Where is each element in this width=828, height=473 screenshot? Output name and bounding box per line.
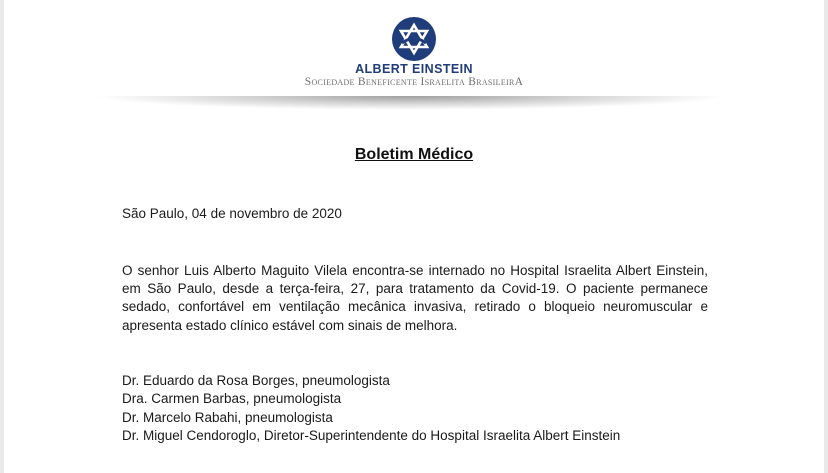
letterhead-divider — [92, 96, 728, 110]
signatory: Dra. Carmen Barbas, pneumologista — [122, 391, 342, 407]
signatories-list — [122, 372, 620, 446]
document-page — [4, 0, 824, 473]
brand-subtitle: Sociedade Beneficente Israelita BrasileirA — [304, 76, 524, 88]
document-body: O senhor Luis Alberto Maguito Vilela encontra-se internado no Hospital Israelita Albert Einstein, em São Paulo, desde a terça-feira, 27, para tratamento da Covid-19. O paciente permanece sedado, confortável em ventilação mecânica invasiva, retirado o bloqueio neuromuscular e apresenta estado clínico estável com sinais de melhora. — [122, 263, 708, 333]
brand-name: ALBERT EINSTEIN — [355, 62, 473, 76]
letterhead — [4, 16, 824, 89]
document-date: São Paulo, 04 de novembro de 2020 — [122, 206, 342, 221]
document-title: Boletim Médico — [354, 146, 474, 163]
signatory: Dr. Eduardo da Rosa Borges, pneumologista — [122, 373, 390, 388]
star-of-david-globe-logo-icon — [391, 16, 437, 62]
signatory: Dr. Marcelo Rabahi, pneumologista — [122, 409, 333, 425]
signatory: Dr. Miguel Cendoroglo, Diretor-Superintendente do Hospital Israelita Albert Einstein — [122, 428, 621, 444]
